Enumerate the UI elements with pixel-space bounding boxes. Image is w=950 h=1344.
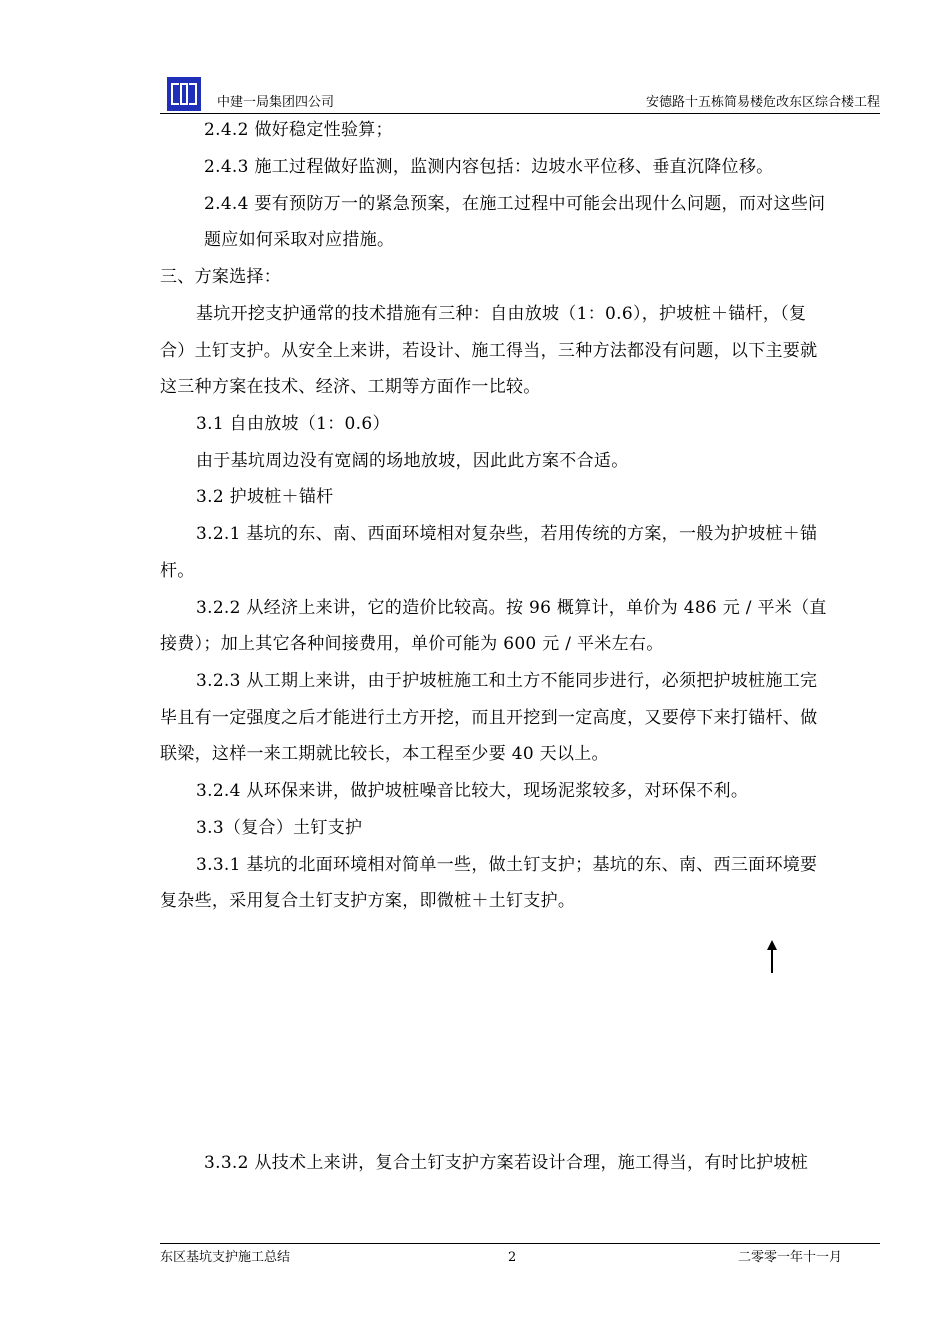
subheading: 3.3（复合）土钉支护 <box>196 818 363 838</box>
text-line: 这三种方案在技术、经济、工期等方面作一比较。 <box>160 377 541 397</box>
footer-date: 二零零一年十一月 <box>737 1250 842 1265</box>
text-line: 联梁，这样一来工期就比较长，本工程至少要 40 天以上。 <box>160 744 609 764</box>
text-line: 接费）；加上其它各种间接费用，单价可能为 600 元 / 平米左右。 <box>160 634 664 654</box>
section-heading: 三、方案选择： <box>160 267 282 287</box>
company-logo <box>167 77 201 111</box>
text-line: 题应如何采取对应措施。 <box>204 230 395 250</box>
up-arrow-icon <box>763 940 781 974</box>
text-line: 2.4.2 做好稳定性验算； <box>204 120 393 140</box>
text-line: 3.3.1 基坑的北面环境相对简单一些，做土钉支护；基坑的东、南、西三面环境要 <box>196 855 818 875</box>
subheading: 3.2 护坡桩＋锚杆 <box>196 487 334 507</box>
header-company: 中建一局集团四公司 <box>217 95 335 110</box>
text-line: 基坑开挖支护通常的技术措施有三种：自由放坡（1：0.6），护坡桩＋锚杆，（复 <box>196 304 807 324</box>
text-line: 3.3.2 从技术上来讲，复合土钉支护方案若设计合理，施工得当，有时比护坡桩 <box>204 1153 809 1173</box>
subheading: 3.1 自由放坡（1：0.6） <box>196 414 390 434</box>
header-project: 安德路十五栋简易楼危改东区综合楼工程 <box>645 95 880 110</box>
footer-title: 东区基坑支护施工总结 <box>160 1250 291 1265</box>
header-rule <box>160 113 880 114</box>
text-line: 合）土钉支护。从安全上来讲，若设计、施工得当，三种方法都没有问题，以下主要就 <box>160 341 818 361</box>
text-line: 3.2.2 从经济上来讲，它的造价比较高。按 96 概算计，单价为 486 元 / 平米（直 <box>196 598 827 618</box>
text-line: 3.2.3 从工期上来讲，由于护坡桩施工和土方不能同步进行，必须把护坡桩施工完 <box>196 671 818 691</box>
text-line: 毕且有一定强度之后才能进行土方开挖，而且开挖到一定高度，又要停下来打锚杆、做 <box>160 708 818 728</box>
text-line: 复杂些，采用复合土钉支护方案，即微桩＋土钉支护。 <box>160 891 576 911</box>
text-line: 由于基坑周边没有宽阔的场地放坡，因此此方案不合适。 <box>196 451 629 471</box>
footer-rule <box>160 1243 880 1244</box>
text-line: 2.4.3 施工过程做好监测，监测内容包括：边坡水平位移、垂直沉降位移。 <box>204 157 774 177</box>
page-number: 2 <box>508 1250 517 1265</box>
text-line: 2.4.4 要有预防万一的紧急预案，在施工过程中可能会出现什么问题，而对这些问 <box>204 194 826 214</box>
text-line: 3.2.1 基坑的东、南、西面环境相对复杂些，若用传统的方案，一般为护坡桩＋锚 <box>196 524 818 544</box>
text-line: 杆。 <box>160 561 195 581</box>
text-line: 3.2.4 从环保来讲，做护坡桩噪音比较大，现场泥浆较多，对环保不利。 <box>196 781 749 801</box>
